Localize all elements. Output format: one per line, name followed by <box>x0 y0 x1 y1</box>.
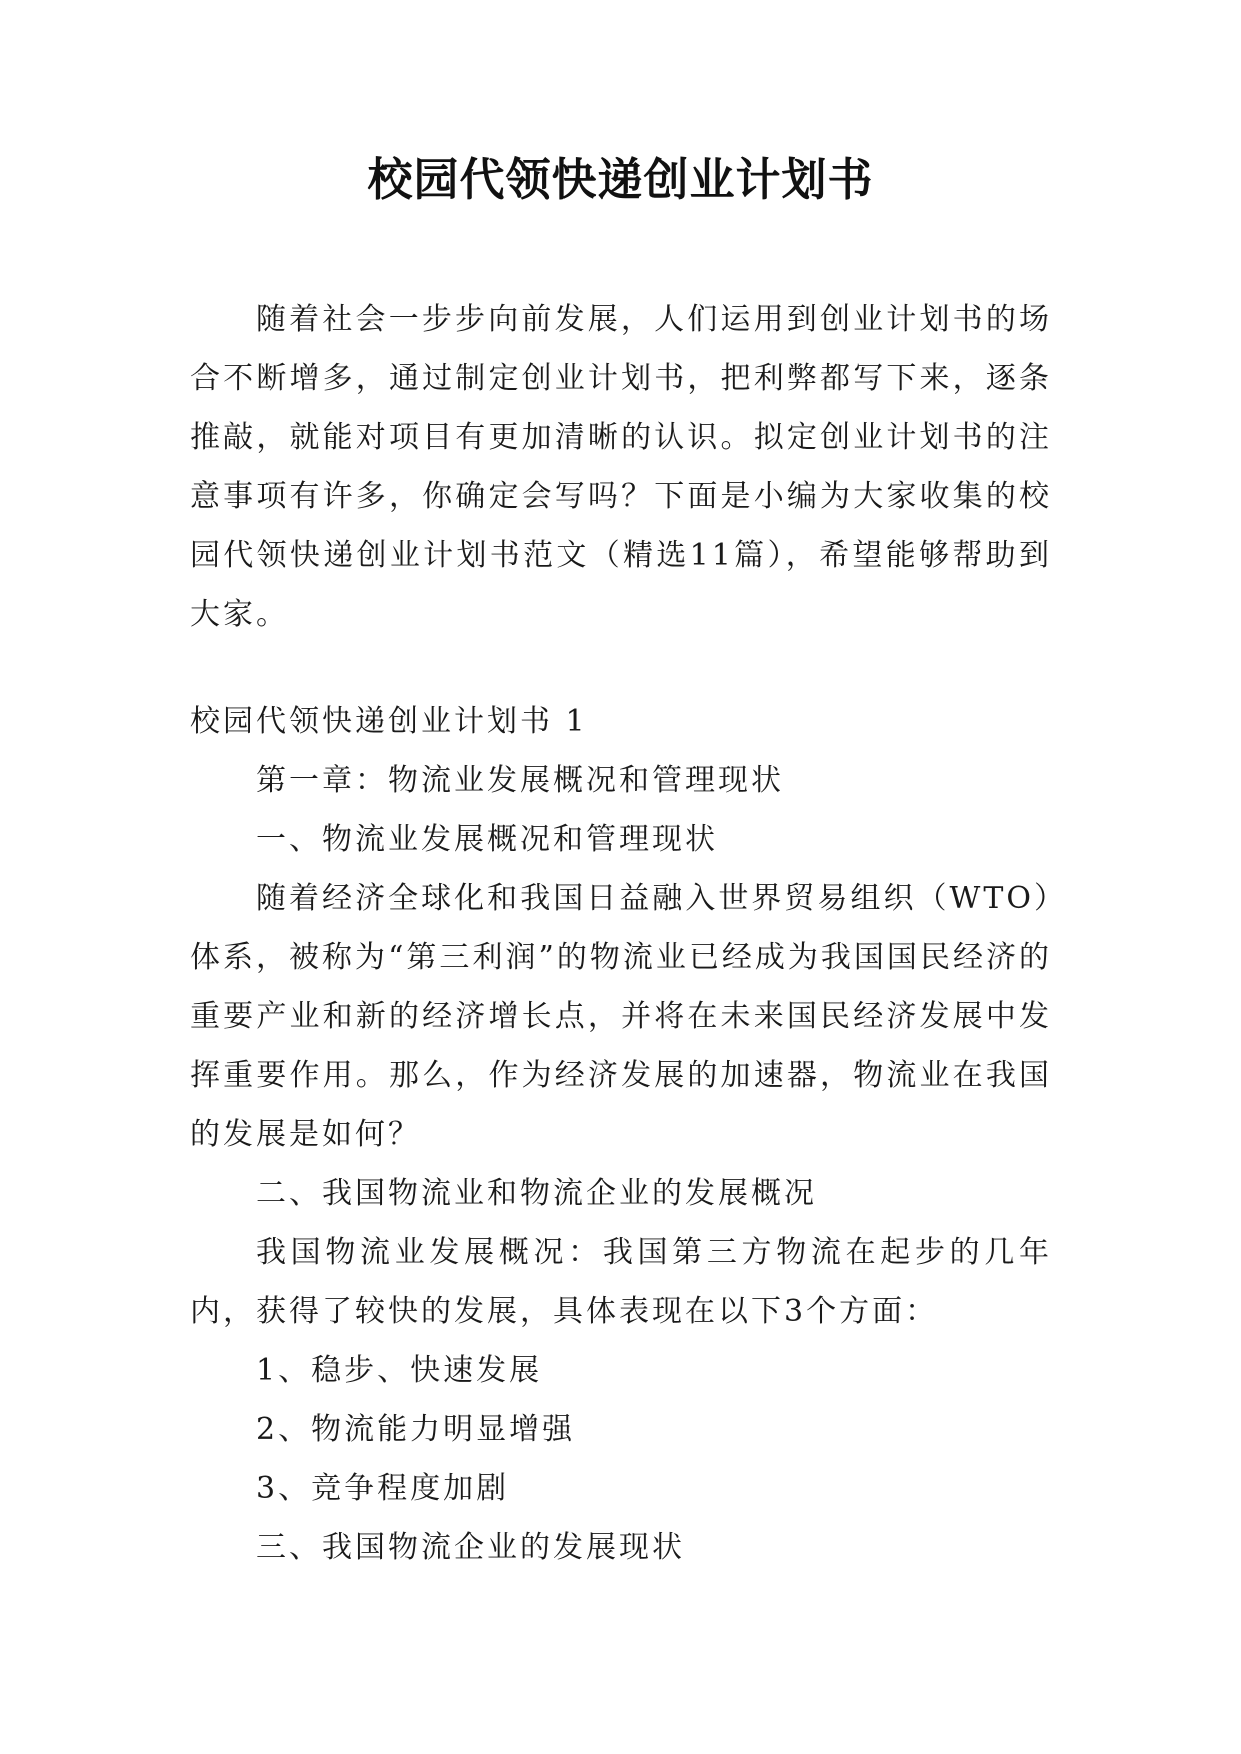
list-item: 1、稳步、快速发展 <box>256 1353 543 1388</box>
paragraph-2: 我国物流业发展概况：我国第三方物流在起步的几年内，获得了较快的发展，具体表现在以下3个方面： <box>190 1235 1052 1329</box>
heading-3: 三、我国物流企业的发展现状 <box>256 1530 685 1565</box>
heading-2: 二、我国物流业和物流企业的发展概况 <box>256 1176 817 1211</box>
intro-paragraph <box>190 290 1052 644</box>
heading-1: 一、物流业发展概况和管理现状 <box>256 822 718 857</box>
document-title: 校园代领快递创业计划书 <box>367 153 874 206</box>
list-item: 3、竞争程度加剧 <box>256 1471 510 1506</box>
chapter-heading: 第一章：物流业发展概况和管理现状 <box>256 763 784 798</box>
document-content <box>190 692 1052 1577</box>
section-title: 校园代领快递创业计划书 1 <box>190 704 588 739</box>
paragraph-1: 随着经济全球化和我国日益融入世界贸易组织（WTO）体系，被称为“第三利润”的物流业已经成为我国国民经济的重要产业和新的经济增长点，并将在未来国民经济发展中发挥重要作用。那么，作为经济发展的加速器，物流业在我国的发展是如何？ <box>190 881 1052 1152</box>
intro-text: 随着社会一步步向前发展，人们运用到创业计划书的场合不断增多，通过制定创业计划书，把利弊都写下来，逐条推敲，就能对项目有更加清晰的认识。拟定创业计划书的注意事项有许多，你确定会写吗？下面是小编为大家收集的校园代领快递创业计划书范文（精选11篇），希望能够帮助到大家。 <box>190 302 1052 632</box>
list-item: 2、物流能力明显增强 <box>256 1412 576 1447</box>
